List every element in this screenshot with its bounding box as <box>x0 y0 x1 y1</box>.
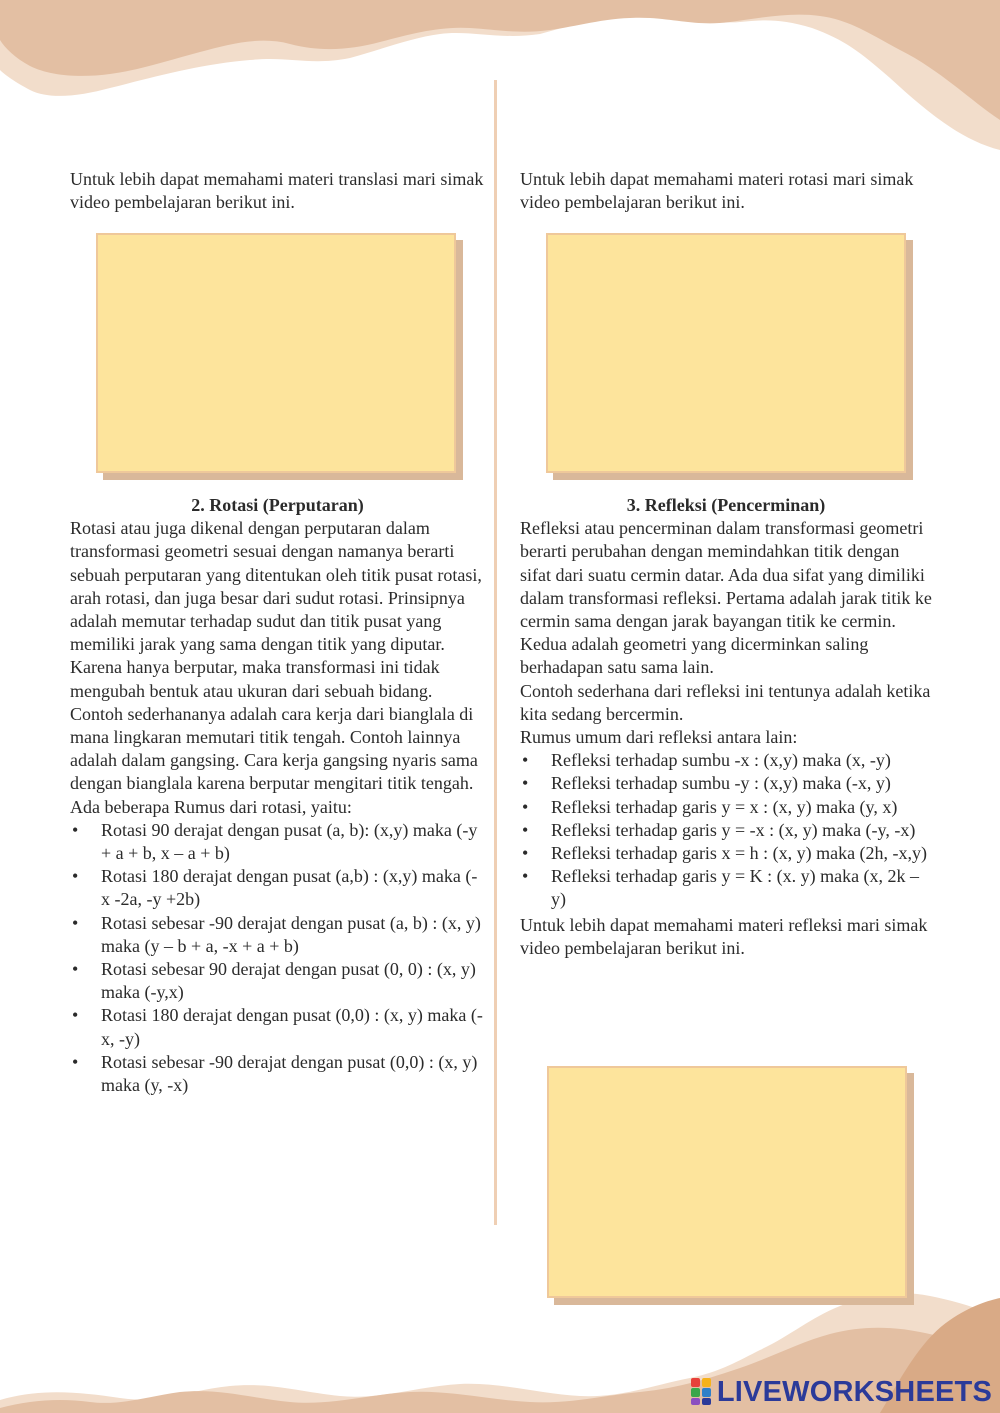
list-item: • Rotasi sebesar -90 derajat dengan pusat (a, b) : (x, y) maka (y – b + a, -x + a + b) <box>70 912 485 958</box>
brand-text: LIVEWORKSHEETS <box>716 1376 992 1408</box>
list-item: • Refleksi terhadap garis x = h : (x, y) maka (2h, -x,y) <box>520 842 932 865</box>
liveworksheets-brand[interactable] <box>691 1377 992 1407</box>
rotasi-paragraph: Karena hanya berputar, maka transformasi ini tidak mengubah bentuk atau ukuran dari sebuah bidang. <box>70 657 440 701</box>
refleksi-paragraph: Contoh sederhana dari refleksi ini tentunya adalah ketika kita sedang bercermin. <box>520 680 931 724</box>
refleksi-outro-text: Untuk lebih dapat memahami materi refleksi mari simak video pembelajaran berikut ini. <box>520 914 928 958</box>
rotasi-heading: 2. Rotasi (Perputaran) <box>191 495 364 515</box>
rotasi-video-placeholder[interactable] <box>546 233 906 473</box>
list-item: • Refleksi terhadap garis y = -x : (x, y) maka (-y, -x) <box>520 819 932 842</box>
refleksi-section <box>520 494 932 960</box>
translasi-video-placeholder[interactable] <box>96 233 456 473</box>
rotasi-paragraph: Contoh sederhananya adalah cara kerja dari bianglala di mana lingkaran memutari titik tengah. Contoh lainnya adalah dalam gangsing. Cara kerja gangsing nyaris sama dengan bianglala karena berputar mengitari titik tengah. <box>70 703 478 794</box>
rotasi-paragraph: Ada beberapa Rumus dari rotasi, yaitu: <box>70 796 352 817</box>
list-item: • Rotasi sebesar -90 derajat dengan pusat (0,0) : (x, y) maka (y, -x) <box>70 1051 485 1097</box>
list-item: • Refleksi terhadap garis y = x : (x, y) maka (y, x) <box>520 796 932 819</box>
left-intro-text: Untuk lebih dapat memahami materi translasi mari simak video pembelajaran berikut ini. <box>70 169 484 213</box>
list-item: • Rotasi sebesar 90 derajat dengan pusat (0, 0) : (x, y) maka (-y,x) <box>70 958 485 1004</box>
right-column <box>520 168 935 214</box>
column-divider <box>494 80 497 1225</box>
refleksi-paragraph: Refleksi atau pencerminan dalam transformasi geometri berarti perubahan dengan memindahkan titik dengan sifat dari suatu cermin datar. Ada dua sifat yang dimiliki dalam transformasi refleksi. Pertama adalah jarak titik ke cermin sama dengan jarak bayangan titik ke cermin. Kedua adalah geometri yang dicerminkan saling berhadapan satu sama lain. <box>520 518 932 678</box>
right-intro-text: Untuk lebih dapat memahami materi rotasi mari simak video pembelajaran berikut ini. <box>520 169 914 213</box>
left-column <box>70 168 485 214</box>
rotasi-paragraph: Rotasi atau juga dikenal dengan perputaran dalam transformasi geometri sesuai dengan namanya berarti sebuah perputaran yang ditentukan oleh titik pusat rotasi, arah rotasi, dan juga besar dari sudut rotasi. Prinsipnya adalah memutar terhadap sudut dan titik pusat yang memiliki jarak yang sama dengan titik yang diputar. <box>70 518 482 655</box>
list-item: • Rotasi 180 derajat dengan pusat (a,b) : (x,y) maka (-x -2a, -y +2b) <box>70 865 485 911</box>
refleksi-video-placeholder[interactable] <box>547 1066 907 1298</box>
refleksi-paragraph: Rumus umum dari refleksi antara lain: <box>520 727 798 748</box>
list-item: • Rotasi 180 derajat dengan pusat (0,0) : (x, y) maka (-x, -y) <box>70 1004 485 1050</box>
liveworksheets-logo-icon <box>691 1378 713 1406</box>
list-item: • Refleksi terhadap sumbu -y : (x,y) maka (-x, y) <box>520 772 932 795</box>
refleksi-heading: 3. Refleksi (Pencerminan) <box>626 495 826 515</box>
list-item: • Rotasi 90 derajat dengan pusat (a, b): (x,y) maka (-y + a + b, x – a + b) <box>70 819 485 865</box>
refleksi-formula-list <box>520 749 932 911</box>
rotasi-section <box>70 494 485 1097</box>
list-item: • Refleksi terhadap garis y = K : (x. y) maka (x, 2k – y) <box>520 865 932 911</box>
rotasi-formula-list <box>70 819 485 1097</box>
list-item: • Refleksi terhadap sumbu -x : (x,y) maka (x, -y) <box>520 749 932 772</box>
